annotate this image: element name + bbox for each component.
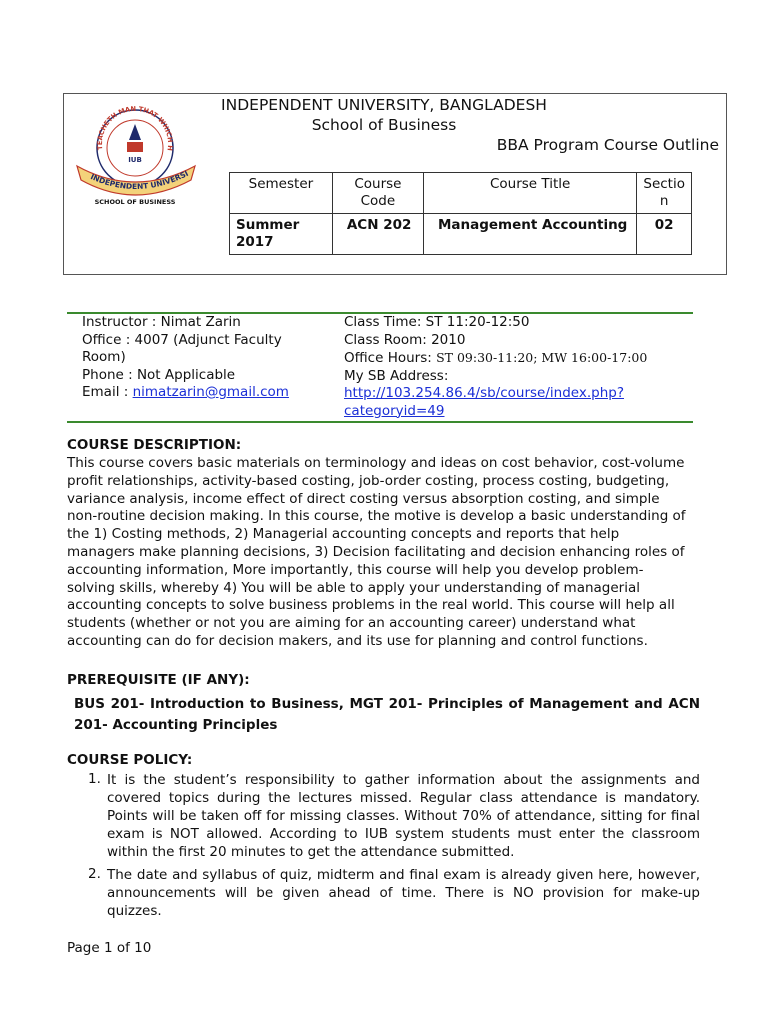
description-line: managers make planning decisions, 3) Decision facilitating and decision enhancing roles of bbox=[67, 543, 685, 560]
course-description-text bbox=[67, 455, 707, 651]
description-line: non-routine decision making. In this course, the motive is develop a basic understanding of bbox=[67, 508, 686, 525]
instructor-block bbox=[82, 314, 332, 402]
logo-caption: SCHOOL OF BUSINESS bbox=[94, 198, 176, 206]
policy-item: It is the student’s responsibility to gather information about the assignments and covered topics during the lectures missed. Regular class attendance is mandatory. Points will be taken off for missing classes. Without 70% of attendance, sitting for final exam is NOT allowed. According to IUB system students must enter the classroom within the first 20 minutes to get the attendance submitted. bbox=[107, 772, 700, 860]
description-line: the 1) Costing methods, 2) Managerial accounting concepts and reports that help bbox=[67, 526, 620, 543]
contact-bottom-rule bbox=[67, 421, 693, 423]
description-line: accounting can do for decision makers, and its use for planning and control functions. bbox=[67, 632, 648, 649]
school-name: School of Business bbox=[311, 116, 457, 134]
semester-header: Semester bbox=[230, 173, 333, 214]
description-line: students (whether or not you are aiming for an accounting career) understand what bbox=[67, 615, 636, 632]
course-code-header: Course Code bbox=[332, 173, 423, 214]
office-hours: Office Hours: ST 09:30-11:20; MW 16:00-17:00 bbox=[344, 350, 648, 366]
office-line2: Room) bbox=[82, 349, 126, 365]
section-value: 02 bbox=[637, 214, 692, 255]
sb-label: My SB Address: bbox=[344, 367, 449, 384]
program-title: BBA Program Course Outline bbox=[496, 136, 719, 154]
policy-number: 2. bbox=[88, 866, 101, 882]
course-title-value: Management Accounting bbox=[423, 214, 636, 255]
table-header-row bbox=[230, 173, 692, 214]
class-room: Class Room: 2010 bbox=[344, 331, 466, 348]
sb-url-line2[interactable]: categoryid=49 bbox=[344, 402, 445, 419]
logo-banner-text: INDEPENDENT UNIVERSI bbox=[89, 168, 190, 192]
course-description-heading: COURSE DESCRIPTION: bbox=[67, 437, 242, 453]
schedule-block bbox=[344, 314, 684, 420]
course-title-header: Course Title bbox=[423, 173, 636, 214]
logo-arc-text: TEACHETH MAN THAT WHICH H bbox=[95, 104, 175, 152]
description-line: solving skills, whereby 4) You will be able to apply your understanding of managerial bbox=[67, 579, 640, 596]
description-line: profit relationships, activity-based costing, job-order costing, process costing, budgeting, bbox=[67, 472, 670, 489]
table-value-row bbox=[230, 214, 692, 255]
email-row: Email : nimatzarin@gmail.com bbox=[82, 384, 289, 400]
section-header: Sectio n bbox=[637, 173, 692, 214]
class-time: Class Time: ST 11:20-12:50 bbox=[344, 314, 530, 330]
logo-center-text: IUB bbox=[128, 156, 142, 164]
policy-number: 1. bbox=[88, 771, 101, 787]
description-line: variance analysis, income effect of direct costing versus absorption costing, and simple bbox=[67, 490, 660, 507]
page-number: Page 1 of 10 bbox=[67, 940, 152, 956]
description-line: accounting concepts to solve business problems in the real world. This course will help all bbox=[67, 597, 675, 614]
prerequisite-text: BUS 201- Introduction to Business, MGT 201- Principles of Management and ACN 201- Accounting Principles bbox=[74, 696, 700, 733]
instructor-name: Instructor : Nimat Zarin bbox=[82, 314, 241, 330]
semester-value: Summer 2017 bbox=[230, 214, 333, 255]
policy-item: The date and syllabus of quiz, midterm and final exam is already given here, however, announcements will be given ahead of time. There is NO provision for make-up quizzes. bbox=[107, 867, 700, 919]
description-line: accounting information, More importantly, this course will help you develop problem- bbox=[67, 561, 644, 578]
sb-url-line1[interactable]: http://103.254.86.4/sb/course/index.php? bbox=[344, 385, 624, 401]
description-line: This course covers basic materials on terminology and ideas on cost behavior, cost-volume bbox=[67, 455, 685, 471]
office-line1: Office : 4007 (Adjunct Faculty bbox=[82, 331, 282, 348]
prerequisite-heading: PREREQUISITE (IF ANY): bbox=[67, 672, 250, 688]
course-policy-heading: COURSE POLICY: bbox=[67, 752, 193, 768]
course-code-value: ACN 202 bbox=[332, 214, 423, 255]
email-link[interactable]: nimatzarin@gmail.com bbox=[132, 384, 289, 400]
university-name: INDEPENDENT UNIVERSITY, BANGLADESH bbox=[221, 96, 547, 114]
phone: Phone : Not Applicable bbox=[82, 366, 236, 383]
course-info-table bbox=[229, 172, 692, 255]
